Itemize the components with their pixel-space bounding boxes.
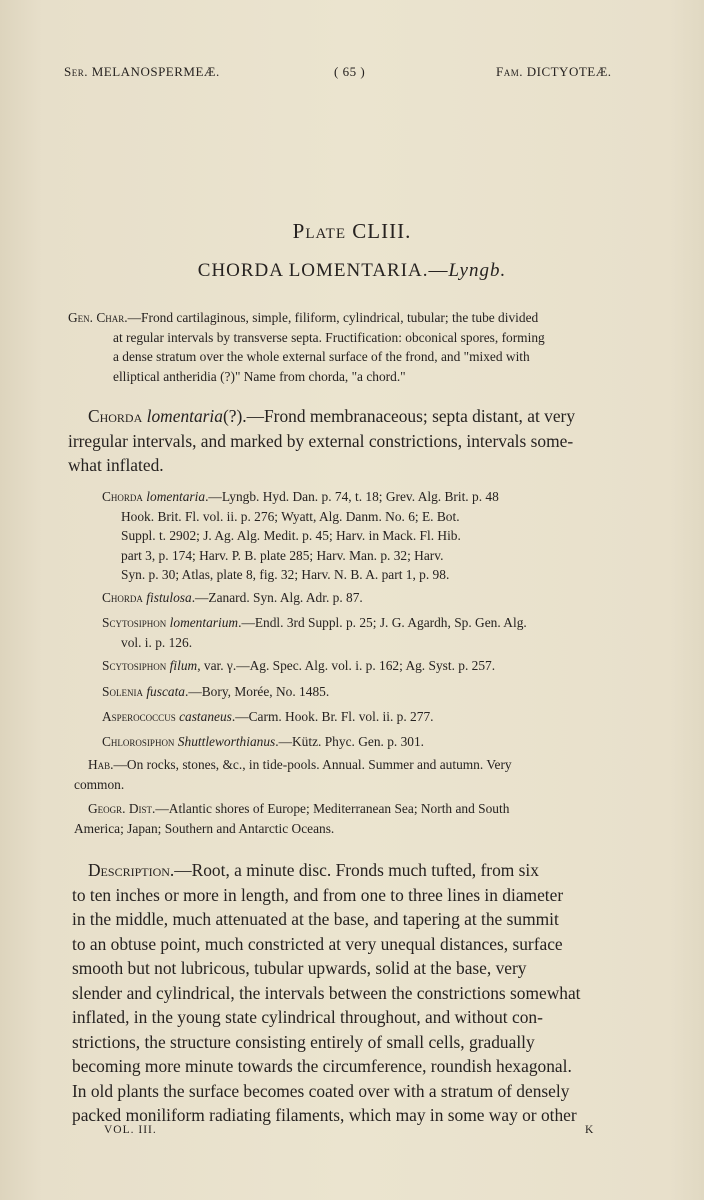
habitat — [74, 755, 512, 794]
species-title — [0, 260, 704, 282]
synonym-line: part 3, p. 174; Harv. P. B. plate 285; Harv. Man. p. 32; Harv. — [121, 547, 444, 563]
geographic-distribution — [74, 799, 509, 838]
synonym-entry — [102, 487, 499, 585]
synonym-line: .—Lyngb. Hyd. Dan. p. 74, t. 18; Grev. Alg. Brit. p. 48 — [205, 489, 499, 504]
hab-line: common. — [74, 776, 125, 792]
synonym-genus: Asperococcus — [102, 709, 176, 724]
synonym-epithet: fuscata — [146, 684, 185, 699]
description-line: to an obtuse point, much constricted at very unequal distances, surface — [72, 933, 563, 954]
species-epithet: lomentaria — [146, 406, 223, 426]
synonym-line: .—Endl. 3rd Suppl. p. 25; J. G. Agardh, Sp. Gen. Alg. — [238, 615, 527, 630]
synonym-epithet: castaneus — [179, 709, 232, 724]
species-description — [68, 404, 575, 478]
header-series: Ser. MELANOSPERMEÆ. — [64, 64, 220, 79]
header-page-number: ( 65 ) — [334, 64, 366, 79]
synonym-line: Syn. p. 30; Atlas, plate 8, fig. 32; Harv. N. B. A. part 1, p. 98. — [121, 567, 450, 582]
gen-char-line: elliptical antheridia (?)" Name from chorda, "a chord." — [113, 368, 406, 384]
synonym-epithet: Shuttleworthianus — [177, 734, 276, 749]
footer-volume: VOL. III. — [104, 1124, 157, 1136]
synonym-entry — [102, 682, 329, 702]
gen-char-line: a dense stratum over the whole external surface of the frond, and "mixed with — [113, 349, 530, 364]
description-label: Description. — [88, 860, 175, 880]
species-desc-line: irregular intervals, and marked by external constrictions, intervals some- — [68, 430, 574, 451]
species-desc-line: (?).—Frond membranaceous; septa distant, at very — [222, 406, 576, 426]
description-line: becoming more minute towards the circumference, roundish hexagonal. — [72, 1056, 572, 1076]
synonym-line: .—Kütz. Phyc. Gen. p. 301. — [275, 734, 425, 749]
synonym-genus: Chorda — [102, 489, 143, 504]
synonym-epithet: lomentarium — [169, 615, 239, 630]
synonym-entry — [102, 588, 363, 608]
geogr-line: America; Japan; Southern and Antarctic Oceans. — [74, 820, 335, 836]
synonym-line: .—Carm. Hook. Br. Fl. vol. ii. p. 277. — [231, 709, 434, 724]
description-line: —Root, a minute disc. Fronds much tufted, from six — [174, 860, 539, 880]
description-line: slender and cylindrical, the intervals between the constrictions somewhat — [72, 982, 581, 1003]
species-desc-line: what inflated. — [68, 455, 164, 475]
geogr-label: Geogr. Dist. — [88, 801, 156, 816]
synonym-line: .—Zanard. Syn. Alg. Adr. p. 87. — [191, 590, 363, 605]
plate-title: Plate CLIII. — [292, 219, 412, 243]
footer-signature: K — [585, 1124, 595, 1136]
description-line: in the middle, much attenuated at the base, and tapering at the summit — [72, 909, 559, 929]
gen-char-label: Gen. Char. — [68, 310, 128, 325]
synonym-genus: Solenia — [102, 684, 143, 699]
geogr-line: —Atlantic shores of Europe; Mediterranean Sea; North and South — [155, 801, 510, 816]
species-title-main: CHORDA LOMENTARIA.— — [197, 260, 449, 281]
description-line: inflated, in the young state cylindrical throughout, and without con- — [72, 1007, 543, 1027]
description-line: to ten inches or more in length, and from one to three lines in diameter — [72, 884, 564, 905]
gen-char-line: at regular intervals by transverse septa. Fructification: obconical spores, forming — [113, 329, 545, 345]
description-line: packed moniliform radiating filaments, which may in some way or other — [72, 1105, 577, 1125]
description — [72, 858, 581, 1128]
hab-label: Hab. — [88, 757, 114, 772]
species-genus: Chorda — [88, 406, 143, 426]
description-line: In old plants the surface becomes coated over with a stratum of densely — [72, 1080, 570, 1101]
gen-char-line: —Frond cartilaginous, simple, filiform, cylindrical, tubular; the tube divided — [127, 310, 539, 325]
synonym-epithet: filum — [169, 658, 198, 673]
synonym-epithet: lomentaria — [146, 489, 206, 504]
synonym-genus: Chlorosiphon — [102, 734, 175, 749]
description-line: smooth but not lubricous, tubular upwards, solid at the base, very — [72, 958, 527, 978]
generic-character — [68, 308, 545, 386]
species-title-author: Lyngb. — [448, 260, 507, 281]
synonym-line: , var. γ.—Ag. Spec. Alg. vol. i. p. 162; Ag. Syst. p. 257. — [197, 658, 496, 673]
description-line: strictions, the structure consisting entirely of small cells, gradually — [72, 1031, 535, 1052]
header-family: Fam. DICTYOTEÆ. — [496, 64, 612, 79]
synonym-entry — [102, 656, 495, 676]
synonym-line: Suppl. t. 2902; J. Ag. Alg. Medit. p. 45; Harv. in Mack. Fl. Hib. — [121, 528, 461, 543]
synonym-entry — [102, 613, 527, 652]
synonym-genus: Scytosiphon — [102, 658, 167, 673]
synonym-epithet: fistulosa — [146, 590, 192, 605]
synonym-entry — [102, 732, 424, 752]
synonym-line: vol. i. p. 126. — [121, 634, 193, 650]
synonym-genus: Scytosiphon — [102, 615, 167, 630]
synonym-line: Hook. Brit. Fl. vol. ii. p. 276; Wyatt, Alg. Danm. No. 6; E. Bot. — [121, 508, 460, 524]
hab-line: —On rocks, stones, &c., in tide-pools. Annual. Summer and autumn. Very — [113, 757, 512, 772]
synonym-entry — [102, 707, 434, 727]
synonym-genus: Chorda — [102, 590, 143, 605]
synonym-line: .—Bory, Morée, No. 1485. — [185, 684, 330, 699]
